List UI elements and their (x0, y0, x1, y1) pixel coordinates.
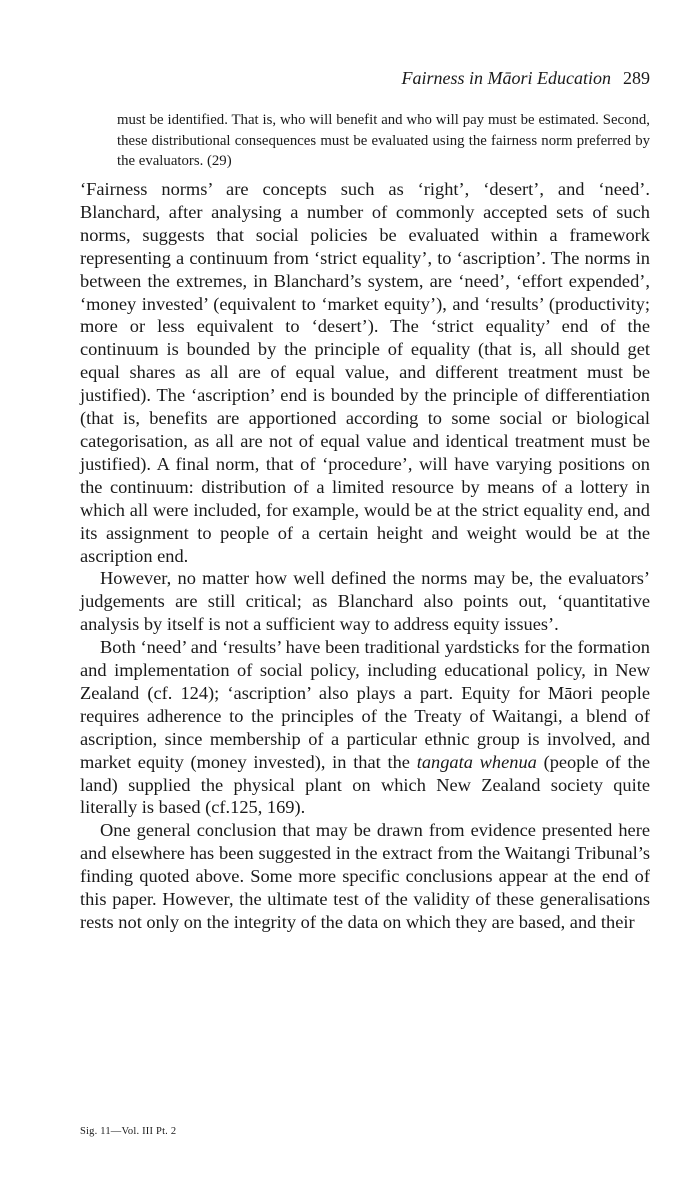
paragraph-3-text-a: Both ‘need’ and ‘results’ have been traditional yardsticks for the formation and implementation of social policy, including educational policy, in New Zealand (cf. 124); ‘ascription’ also plays a part. Equity for Māori people requires adherence to the principles of the Treaty of Waitangi, a blend of ascription, since membership of a particular ethnic group is involved, and market equity (money invested), in that the (80, 637, 650, 772)
book-page (80, 0, 650, 1183)
body-text (80, 178, 650, 934)
paragraph-4-text: One general conclusion that may be drawn from evidence presented here and elsewhere has been suggested in the extract from the Waitangi Tribunal’s finding quoted above. Some more specific conclusions appear at the end of this paper. However, the ultimate test of the validity of these generalisations rests not only on the integrity of the data on which they are based, and their (80, 820, 650, 932)
paragraph-3-italic-term: tangata whenua (416, 751, 537, 772)
block-quotation: must be identified. That is, who will benefit and who will pay must be estimated. Second, these distributional consequences must be evaluated using the fairness norm preferred by the evaluators. (29) (117, 112, 650, 169)
paragraph-1-text: ‘Fairness norms’ are concepts such as ‘right’, ‘desert’, and ‘need’. Blanchard, after analysing a number of commonly accepted sets of such norms, suggests that social policies be evaluated within a framework representing a continuum from ‘strict equality’, to ‘ascription’. The norms in between the extremes, in Blanchard’s system, are ‘need’, ‘effort expended’, ‘money invested’ (equivalent to ‘market equity’), and ‘results’ (productivity; more or less equivalent to ‘desert’). The ‘strict equality’ end of the continuum is bounded by the principle of equality (that is, all should get equal shares as all are of equal value, and different treatment must be justified). The ‘ascription’ end is bounded by the principle of differentiation (that is, benefits are apportioned according to some social or biological categorisation, as all are not of equal value and identical treatment must be justified). A final norm, that of ‘procedure’, will have varying positions on the continuum: distribution of a limited resource by means of a lottery in which all were included, for example, would be at the strict equality end, and its assignment to people of a certain height and weight would be at the ascription end. (80, 179, 650, 566)
paragraph-2 (80, 567, 650, 636)
paragraph-3-text-b: (people of the land) supplied the physical plant on which New Zealand society quite literally is based (cf.125, 169). (80, 751, 650, 818)
paragraph-2-text: However, no matter how well defined the norms may be, the evaluators’ judgements are still critical; as Blanchard also points out, ‘quantitative analysis by itself is not a sufficient way to address equity issues’. (80, 568, 650, 635)
signature-mark: Sig. 11—Vol. III Pt. 2 (80, 1126, 177, 1137)
page-number: 289 (623, 68, 650, 88)
running-head-title: Fairness in Māori Education (401, 68, 611, 88)
paragraph-1 (80, 178, 650, 567)
running-head (402, 67, 651, 89)
paragraph-3 (80, 636, 650, 819)
paragraph-4 (80, 819, 650, 934)
